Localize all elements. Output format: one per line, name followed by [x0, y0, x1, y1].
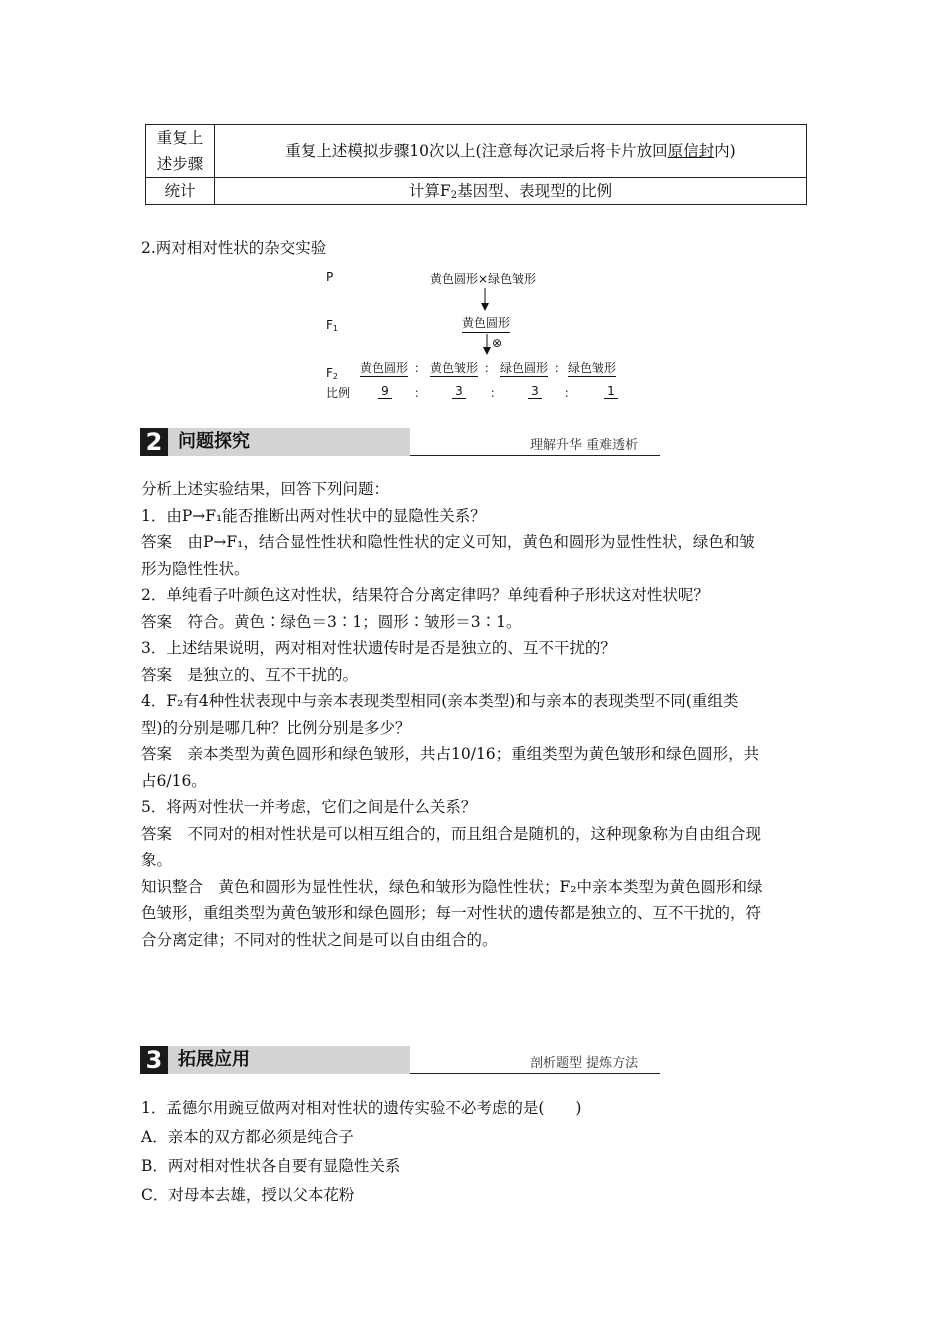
section-banner: [140, 428, 639, 456]
content-text: 内): [714, 142, 736, 160]
question: 3．上述结果说明，两对相对性状遗传时是否是独立的、互不干扰的？: [141, 639, 616, 657]
colon: ：: [484, 361, 497, 375]
colon: ：: [414, 361, 427, 375]
colon: ：: [554, 361, 567, 375]
question: 型)的分别是哪几种？比例分别是多少？: [141, 718, 411, 737]
answer: 答案 由P→F₁，结合显性性状和隐性性状的定义可知，黄色和圆形为显性性状，绿色和皱: [141, 533, 755, 551]
content-text: 计算F: [408, 182, 451, 200]
p-label: P: [326, 270, 334, 284]
self-cross-symbol: ⊗: [492, 336, 503, 350]
exercise-section: [141, 1094, 813, 1210]
question: 1．由P→F₁能否推断出两对性状中的显隐性关系？: [141, 506, 486, 525]
row-label-line: 述步骤: [156, 155, 204, 173]
answer: 答案 是独立的、互不干扰的。: [141, 665, 359, 684]
summary: 合分离定律；不同对的性状之间是可以自由组合的。: [141, 930, 498, 949]
underlined-text: 原信封: [667, 142, 715, 160]
qa-section: [141, 476, 813, 953]
banner-number: 3: [140, 1046, 168, 1074]
paragraph: 分析上述实验结果，回答下列问题：: [141, 480, 390, 498]
subscript: 2: [450, 190, 458, 201]
summary: 色皱形，重组类型为黄色皱形和绿色圆形；每一对性状的遗传都是独立的、互不干扰的，符: [141, 904, 762, 922]
banner-subtitle: 剖析题型 提炼方法: [530, 1056, 639, 1071]
question: 5．将两对性状一并考虑，它们之间是什么关系？: [141, 798, 477, 816]
banner-title: 拓展应用: [178, 1049, 250, 1070]
ratio-value: 9: [378, 384, 392, 399]
row-label: 统计: [146, 178, 215, 205]
banner-number: 2: [140, 428, 168, 456]
f2-type: 黄色圆形: [360, 361, 409, 375]
summary: 知识整合 黄色和圆形为显性性状，绿色和皱形为隐性性状；F₂中亲本类型为黄色圆形和绿: [141, 877, 763, 896]
down-arrow-icon: [482, 334, 492, 356]
banner-rule: [410, 455, 660, 456]
option: C．对母本去雄，授以父本花粉: [141, 1186, 355, 1204]
section-banner: [140, 1046, 639, 1074]
colon: ：: [490, 386, 503, 400]
ratio-value: 1: [604, 384, 618, 399]
row-label-line: 重复上: [156, 129, 204, 147]
down-arrow-icon: [480, 288, 490, 312]
answer: 形为隐性性状。: [141, 559, 250, 578]
p-cross: 黄色圆形×绿色皱形: [430, 272, 537, 286]
f2-type: 黄色皱形: [430, 361, 479, 375]
content-text: 重复上述模拟步骤10次以上(注意每次记录后将卡片放回: [285, 142, 668, 160]
answer: 答案 符合。黄色∶绿色＝3∶1；圆形∶皱形＝3∶1。: [141, 612, 522, 631]
question: 2．单纯看子叶颜色这对性状，结果符合分离定律吗？单纯看种子形状这对性状呢？: [141, 586, 709, 604]
cross-diagram: [0, 0, 950, 410]
ratio-value: 3: [528, 384, 542, 399]
banner-title: 问题探究: [178, 431, 250, 452]
banner-subtitle: 理解升华 重难透析: [530, 438, 639, 453]
answer: 答案 亲本类型为黄色圆形和绿色皱形，共占10/16；重组类型为黄色皱形和绿色圆形，共: [141, 745, 760, 763]
option: A．亲本的双方都必须是纯合子: [141, 1128, 354, 1146]
f2-type: 绿色圆形: [500, 361, 549, 375]
banner-rule: [410, 1073, 660, 1074]
question: 1．孟德尔用豌豆做两对相对性状的遗传实验不必考虑的是( ): [141, 1099, 582, 1117]
f2-label: $F_2$: [326, 366, 338, 381]
option: B．两对相对性状各自要有显隐性关系: [141, 1157, 401, 1175]
colon: ：: [414, 386, 427, 400]
f2-type: 绿色皱形: [568, 361, 617, 375]
colon: ：: [564, 386, 577, 400]
answer: 占6/16。: [141, 771, 207, 790]
ratio-label: 比例: [326, 386, 351, 400]
answer: 答案 不同对的相对性状是可以相互组合的，而且组合是随机的，这种现象称为自由组合现: [141, 824, 762, 843]
f1-result: 黄色圆形: [462, 314, 510, 333]
ratio-value: 3: [452, 384, 466, 399]
answer: 象。: [141, 851, 173, 869]
f1-label: $F_1$: [326, 318, 338, 333]
section-heading: 2.两对相对性状的杂交实验: [141, 239, 327, 257]
content-text: 基因型、表现型的比例: [457, 182, 613, 200]
question: 4．F₂有4种性状表现中与亲本表现类型相同(亲本类型)和与亲本的表现类型不同(重组类: [141, 692, 739, 710]
